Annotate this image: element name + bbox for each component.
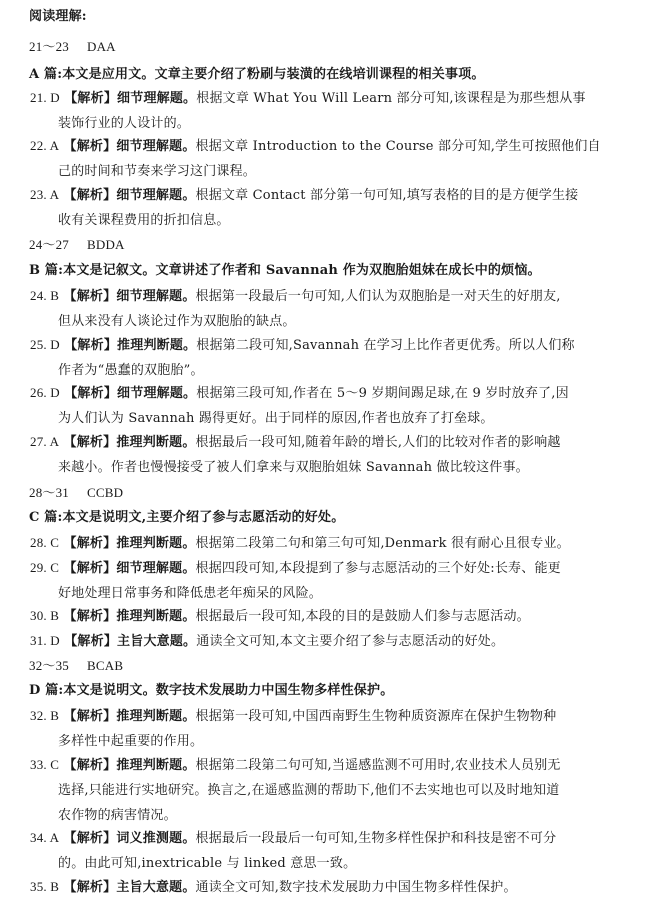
explanation-line: 根据文章 Introduction to the Course 部分可知,学生可按照他们自	[195, 139, 601, 154]
question-type: 词义推测题。	[116, 831, 196, 846]
question-29	[0, 559, 630, 602]
explanation-line: 根据最后一段最后一句可知,生物多样性保护和科技是密不可分	[195, 831, 557, 846]
explanation-line: 根据文章 What You Will Learn 部分可知,该课程是为那些想从事	[196, 91, 586, 106]
answer-range-b	[0, 236, 645, 253]
question-number: 33. C	[30, 757, 60, 772]
explanation-line: 农作物的病害情况。	[58, 808, 177, 823]
analysis-tag: 【解析】	[63, 880, 117, 895]
question-33	[0, 756, 630, 824]
question-25	[0, 336, 630, 379]
explanation-line: 根据第二段第二句和第三句可知,Denmark 很有耐心且很专业。	[195, 536, 570, 551]
analysis-tag: 【解析】	[64, 338, 118, 353]
analysis-tag: 【解析】	[63, 831, 117, 846]
question-31	[0, 632, 630, 650]
explanation-line: 根据最后一段可知,本段的目的是鼓励人们参与志愿活动。	[195, 609, 530, 624]
explanation-line: 来越小。作者也慢慢接受了被人们拿来与双胞胎姐妹 Savannah 做比较这件事。	[58, 460, 529, 475]
question-type: 推理判断题。	[116, 709, 196, 724]
question-range: 24～27	[29, 237, 69, 252]
question-type: 主旨大意题。	[116, 880, 196, 895]
question-35	[0, 878, 630, 896]
question-28	[0, 534, 630, 552]
question-number: 31. D	[30, 633, 60, 648]
section-title: 阅读理解:	[29, 9, 87, 24]
explanation-line: 的。由此可知,inextricable 与 linked 意思一致。	[58, 856, 357, 871]
question-range: 32～35	[29, 658, 69, 673]
question-number: 29. C	[30, 560, 60, 575]
explanation-line: 多样性中起重要的作用。	[58, 734, 204, 749]
question-range: 21～23	[29, 39, 69, 54]
question-number: 30. B	[30, 608, 60, 623]
question-21	[0, 89, 630, 132]
analysis-tag: 【解析】	[64, 634, 118, 649]
question-type: 细节理解题。	[116, 561, 196, 576]
explanation-line: 根据第三段可知,作者在 5～9 岁期间踢足球,在 9 岁时放弃了,因	[196, 386, 569, 401]
analysis-tag: 【解析】	[63, 709, 117, 724]
analysis-tag: 【解析】	[63, 536, 117, 551]
explanation-line: 根据四段可知,本段提到了参与志愿活动的三个好处:长寿、能更	[195, 561, 561, 576]
explanation-line: 好地处理日常事务和降低患老年痴呆的风险。	[58, 586, 323, 601]
explanation-line: 根据第一段最后一句可知,人们认为双胞胎是一对天生的好朋友,	[195, 289, 561, 304]
answer-letters: BCAB	[87, 658, 124, 673]
question-type: 推理判断题。	[116, 435, 196, 450]
passage-intro-a: A 篇:本文是应用文。文章主要介绍了粉刷与装潢的在线培训课程的相关事项。	[29, 67, 485, 82]
question-type: 推理判断题。	[117, 338, 197, 353]
question-number: 27. A	[30, 434, 60, 449]
analysis-tag: 【解析】	[63, 289, 117, 304]
answer-letters: DAA	[87, 39, 116, 54]
question-number: 22. A	[30, 138, 60, 153]
answer-letters: CCBD	[87, 485, 124, 500]
question-number: 24. B	[30, 288, 60, 303]
question-number: 26. D	[30, 385, 60, 400]
explanation-line: 装饰行业的人设计的。	[58, 116, 191, 131]
explanation-line: 作者为“愚蠢的双胞胎”。	[58, 363, 204, 378]
question-number: 32. B	[30, 708, 60, 723]
answer-range-c	[0, 484, 645, 501]
analysis-tag: 【解析】	[63, 609, 117, 624]
question-number: 34. A	[30, 830, 60, 845]
question-type: 推理判断题。	[116, 536, 196, 551]
explanation-line: 但从来没有人谈论过作为双胞胎的缺点。	[58, 314, 296, 329]
explanation-line: 己的时间和节奏来学习这门课程。	[58, 164, 257, 179]
question-32	[0, 707, 630, 750]
question-type: 细节理解题。	[116, 139, 196, 154]
explanation-line: 根据第二段第二句可知,当遥感监测不可用时,农业技术人员别无	[195, 758, 561, 773]
explanation-line: 根据第二段可知,Savannah 在学习上比作者更优秀。所以人们称	[196, 338, 575, 353]
passage-intro-d: D 篇:本文是说明文。数字技术发展助力中国生物多样性保护。	[29, 683, 394, 698]
question-number: 23. A	[30, 187, 60, 202]
question-range: 28～31	[29, 485, 69, 500]
question-22	[0, 137, 630, 180]
question-number: 21. D	[30, 90, 60, 105]
analysis-tag: 【解析】	[64, 91, 118, 106]
question-type: 推理判断题。	[116, 758, 196, 773]
question-type: 主旨大意题。	[117, 634, 197, 649]
question-number: 28. C	[30, 535, 60, 550]
question-type: 细节理解题。	[116, 289, 196, 304]
question-type: 推理判断题。	[116, 609, 196, 624]
explanation-line: 选择,只能进行实地研究。换言之,在遥感监测的帮助下,他们不去实地也可以及时地知道	[58, 783, 560, 798]
analysis-tag: 【解析】	[63, 435, 117, 450]
explanation-line: 通读全文可知,数字技术发展助力中国生物多样性保护。	[195, 880, 517, 895]
analysis-tag: 【解析】	[63, 758, 117, 773]
analysis-tag: 【解析】	[63, 561, 117, 576]
question-23	[0, 186, 630, 229]
explanation-line: 根据最后一段可知,随着年龄的增长,人们的比较对作者的影响越	[195, 435, 561, 450]
explanation-line: 通读全文可知,本文主要介绍了参与志愿活动的好处。	[196, 634, 505, 649]
question-24	[0, 287, 630, 330]
question-type: 细节理解题。	[117, 91, 197, 106]
analysis-tag: 【解析】	[64, 386, 118, 401]
explanation-line: 根据文章 Contact 部分第一句可知,填写表格的目的是方便学生接	[195, 188, 579, 203]
analysis-tag: 【解析】	[63, 188, 117, 203]
question-27	[0, 433, 630, 476]
explanation-line: 为人们认为 Savannah 踢得更好。出于同样的原因,作者也放弃了打垒球。	[58, 411, 494, 426]
passage-intro-b: B 篇:本文是记叙文。文章讲述了作者和 Savannah 作为双胞胎姐妹在成长中的烦恼。	[29, 263, 541, 278]
question-26	[0, 384, 630, 427]
explanation-line: 根据第一段可知,中国西南野生生物种质资源库在保护生物物种	[195, 709, 557, 724]
answer-range-a	[0, 38, 645, 55]
question-30	[0, 607, 630, 625]
answer-letters: BDDA	[87, 237, 125, 252]
passage-intro-c: C 篇:本文是说明文,主要介绍了参与志愿活动的好处。	[29, 510, 345, 525]
analysis-tag: 【解析】	[63, 139, 117, 154]
answer-range-d	[0, 657, 645, 674]
question-34	[0, 829, 630, 872]
explanation-line: 收有关课程费用的折扣信息。	[58, 213, 230, 228]
question-number: 35. B	[30, 879, 60, 894]
question-number: 25. D	[30, 337, 60, 352]
question-type: 细节理解题。	[116, 188, 196, 203]
question-type: 细节理解题。	[117, 386, 197, 401]
